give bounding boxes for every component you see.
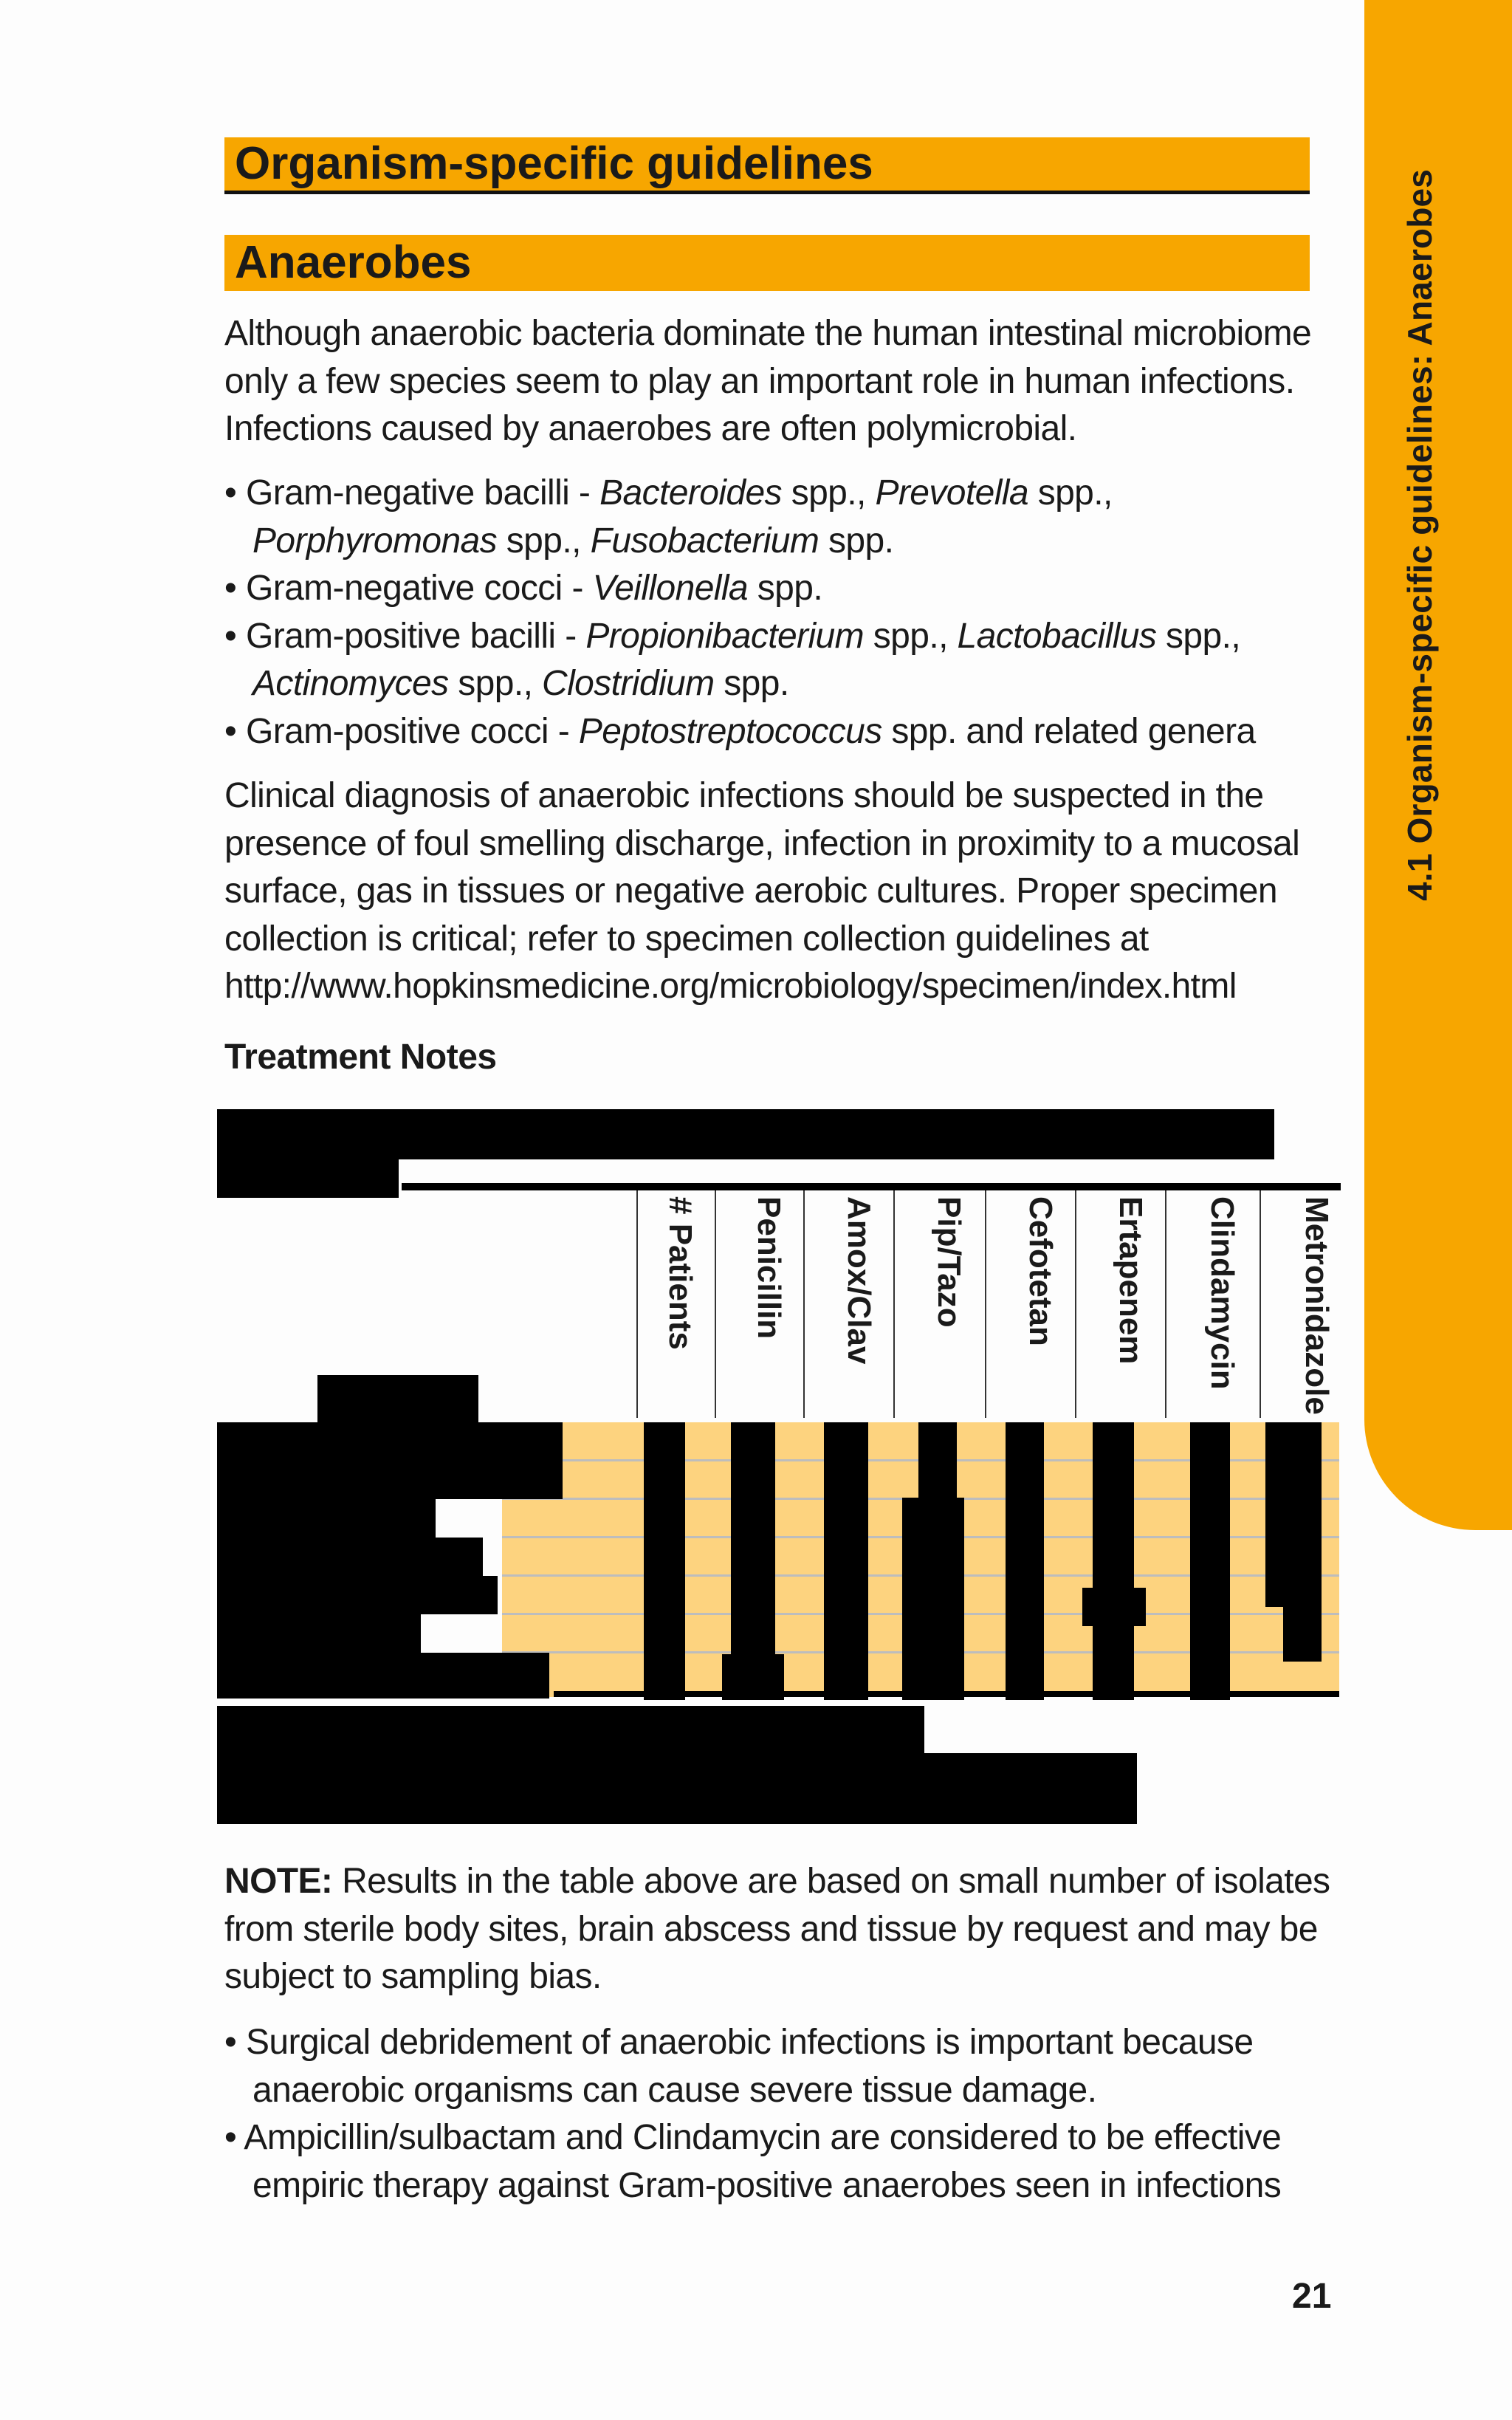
redacted-block bbox=[317, 1375, 478, 1428]
list-item-continuation: anaerobic organisms can cause severe tissue damage. bbox=[252, 2070, 1097, 2110]
list-item: • Gram-positive cocci - Peptostreptococcus spp. and related genera bbox=[224, 711, 1256, 751]
note-line: Results in the table above are based on small number of isolates bbox=[332, 1862, 1330, 1901]
redacted-block bbox=[1283, 1603, 1322, 1662]
column-divider bbox=[1075, 1190, 1076, 1418]
redacted-block bbox=[731, 1422, 775, 1659]
list-item: • Surgical debridement of anaerobic infections is important because bbox=[224, 2023, 1254, 2062]
column-header: # Patients bbox=[662, 1196, 698, 1350]
specimen-guidelines-link[interactable]: http://www.hopkinsmedicine.org/microbiology/specimen/index.html bbox=[224, 967, 1237, 1006]
intro-line: Infections caused by anaerobes are often polymicrobial. bbox=[224, 409, 1077, 448]
list-item: • Gram-negative bacilli - Bacteroides spp., Prevotella spp., bbox=[224, 473, 1113, 513]
redacted-block bbox=[217, 1753, 1137, 1824]
side-tab-label: 4.1 Organism-specific guidelines: Anaerobes bbox=[1401, 168, 1439, 901]
list-item-continuation: empiric therapy against Gram-positive anaerobes seen in infections bbox=[252, 2165, 1282, 2205]
list-item-continuation: Porphyromonas spp., Fusobacterium spp. bbox=[252, 521, 894, 561]
treatment-bullets bbox=[224, 2019, 1332, 2210]
note-label: NOTE: bbox=[224, 1862, 333, 1901]
redacted-block bbox=[918, 1422, 957, 1499]
diagnosis-paragraph bbox=[224, 772, 1332, 1011]
redacted-block bbox=[1190, 1422, 1230, 1700]
redacted-block bbox=[1006, 1422, 1044, 1700]
note-line: subject to sampling bias. bbox=[224, 1957, 602, 1996]
redacted-block bbox=[1082, 1588, 1146, 1626]
note-line: from sterile body sites, brain abscess and tissue by request and may be bbox=[224, 1909, 1318, 1949]
column-header: Pip/Tazo bbox=[931, 1196, 967, 1328]
redacted-block bbox=[217, 1653, 549, 1699]
column-divider bbox=[1260, 1190, 1261, 1418]
column-divider bbox=[893, 1190, 895, 1418]
note-paragraph bbox=[224, 1858, 1332, 2001]
subsection-title: Anaerobes bbox=[224, 235, 1310, 291]
intro-line: only a few species seem to play an important role in human infections. bbox=[224, 361, 1295, 401]
table-header-rule bbox=[402, 1183, 1341, 1190]
redacted-block bbox=[217, 1538, 483, 1576]
intro-line: Although anaerobic bacteria dominate the human intestinal microbiome bbox=[224, 314, 1312, 353]
diagnosis-line: presence of foul smelling discharge, infection in proximity to a mucosal bbox=[224, 823, 1300, 863]
diagnosis-line: surface, gas in tissues or negative aerobic cultures. Proper specimen bbox=[224, 871, 1277, 911]
redacted-block bbox=[217, 1576, 498, 1614]
column-header: Amox/Clav bbox=[841, 1196, 877, 1365]
column-header: Clindamycin bbox=[1204, 1196, 1240, 1390]
redacted-block bbox=[217, 1159, 399, 1198]
redacted-block bbox=[1093, 1422, 1134, 1595]
redacted-block bbox=[824, 1422, 868, 1700]
redacted-block bbox=[217, 1422, 563, 1499]
column-divider bbox=[636, 1190, 638, 1418]
section-title-rule bbox=[224, 191, 1310, 194]
list-item: • Gram-negative cocci - Veillonella spp. bbox=[224, 569, 823, 608]
column-header: Penicillin bbox=[751, 1196, 787, 1340]
redacted-block bbox=[217, 1614, 421, 1653]
page-number: 21 bbox=[1292, 2277, 1332, 2316]
redacted-block bbox=[902, 1498, 964, 1700]
column-divider bbox=[985, 1190, 986, 1418]
table-footer-rule bbox=[554, 1691, 1339, 1697]
redacted-block bbox=[217, 1706, 924, 1753]
column-header: Ertapenem bbox=[1113, 1196, 1149, 1365]
organism-list bbox=[224, 470, 1332, 755]
diagnosis-line: collection is critical; refer to specimen collection guidelines at bbox=[224, 919, 1149, 959]
diagnosis-line: Clinical diagnosis of anaerobic infections should be suspected in the bbox=[224, 776, 1264, 815]
column-divider bbox=[715, 1190, 716, 1418]
treatment-notes-heading: Treatment Notes bbox=[224, 1038, 497, 1077]
redacted-block bbox=[1093, 1625, 1134, 1700]
list-item: • Ampicillin/sulbactam and Clindamycin are considered to be effective bbox=[224, 2118, 1282, 2157]
section-title: Organism-specific guidelines bbox=[224, 137, 1310, 191]
redacted-block bbox=[644, 1422, 685, 1700]
redacted-block bbox=[217, 1109, 1274, 1159]
column-header: Cefotetan bbox=[1023, 1196, 1059, 1346]
redacted-block bbox=[217, 1499, 436, 1538]
list-item-continuation: Actinomyces spp., Clostridium spp. bbox=[252, 664, 789, 703]
column-divider bbox=[803, 1190, 805, 1418]
column-header: Metronidazole bbox=[1299, 1196, 1335, 1415]
list-item: • Gram-positive bacilli - Propionibacterium spp., Lactobacillus spp., bbox=[224, 616, 1241, 656]
intro-paragraph bbox=[224, 310, 1332, 453]
column-divider bbox=[1165, 1190, 1166, 1418]
redacted-block bbox=[1265, 1422, 1322, 1607]
